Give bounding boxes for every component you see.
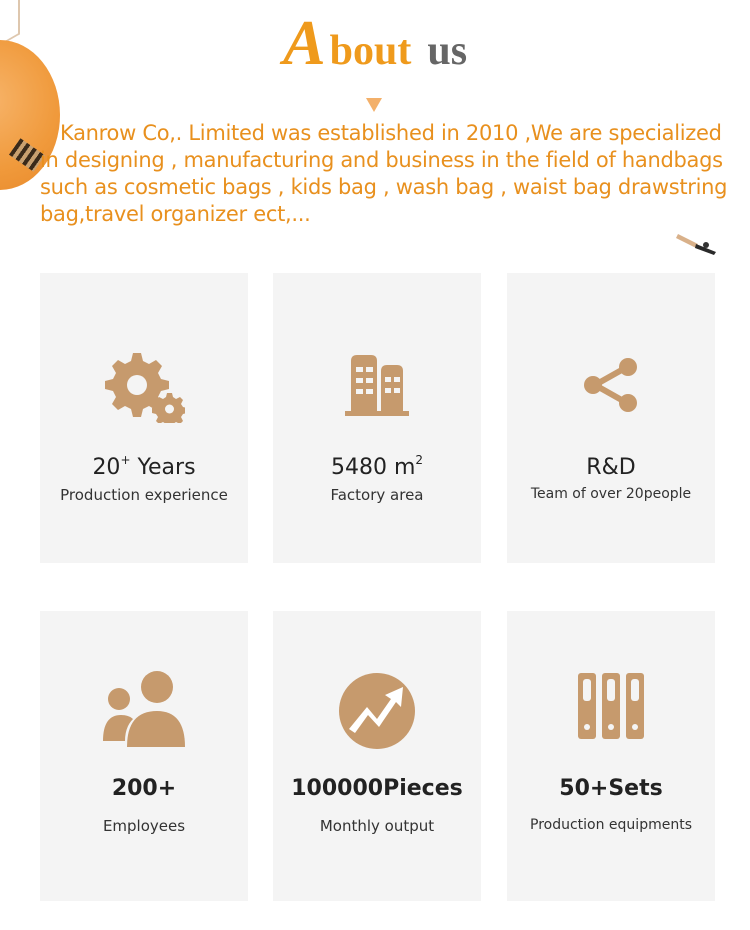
stat-label: Production experience bbox=[60, 486, 228, 504]
intro-line: such as cosmetic bags , kids bag , wash bag , waist bag drawstring bbox=[40, 175, 728, 199]
stat-value: R&D bbox=[586, 455, 636, 480]
stat-label: Team of over 20people bbox=[530, 486, 692, 502]
stat-card-equipment bbox=[507, 611, 715, 901]
stat-label: Employees bbox=[102, 817, 186, 835]
users-icon bbox=[103, 671, 185, 749]
intro-paragraph bbox=[40, 120, 730, 228]
stat-label: Production equipments bbox=[530, 817, 692, 833]
stat-card-monthly-output bbox=[273, 611, 481, 901]
equipment-icon bbox=[578, 671, 644, 741]
brush-decoration-icon bbox=[676, 230, 720, 256]
gears-icon bbox=[103, 351, 185, 423]
down-triangle-icon bbox=[366, 98, 382, 112]
stat-value: 200+ bbox=[111, 776, 177, 801]
stat-card-rnd bbox=[507, 273, 715, 563]
stat-card-factory-area bbox=[273, 273, 481, 563]
stat-label: Monthly output bbox=[319, 817, 435, 835]
stat-value: 20+ Years bbox=[92, 453, 196, 480]
title-letter-a: A bbox=[282, 7, 326, 78]
stat-value: 5480 $m^2$ bbox=[330, 453, 424, 480]
stat-value: 100000Pieces bbox=[291, 776, 463, 801]
intro-line: in designing , manufacturing and business in the field of handbags bbox=[40, 148, 723, 172]
stat-card-employees bbox=[40, 611, 248, 901]
growth-chart-icon bbox=[337, 671, 417, 751]
stat-label: Factory area bbox=[330, 486, 424, 504]
intro-line: Kanrow Co,. Limited was established in 2010 ,We are specialized bbox=[60, 121, 722, 145]
intro-line: bag,travel organizer ect,... bbox=[40, 202, 311, 226]
title-bout: bout bbox=[329, 28, 412, 74]
share-icon bbox=[583, 357, 639, 413]
buildings-icon bbox=[345, 351, 409, 417]
page-title bbox=[0, 6, 750, 76]
stat-value: 50+Sets bbox=[559, 776, 663, 801]
stat-card-years bbox=[40, 273, 248, 563]
title-us: us bbox=[427, 28, 468, 74]
